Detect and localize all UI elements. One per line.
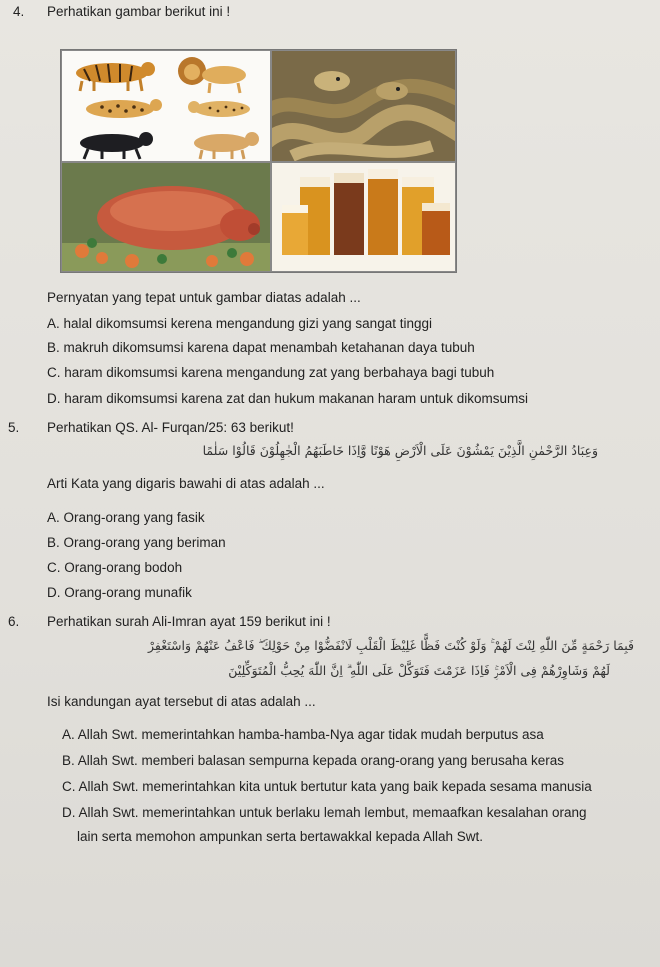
q6-number: 6.: [8, 614, 20, 629]
q6-option-d: D. Allah Swt. memerintahkan untuk berlaku lemah lembut, memaafkan kesalahan orang: [62, 805, 587, 820]
wild-animals-icon: [62, 51, 271, 162]
q5-option-b: B. Orang-orang yang beriman: [47, 535, 226, 550]
q4-option-d: D. haram dikomsumsi karena zat dan hukum makanan haram untuk dikomsumsi: [47, 391, 528, 406]
q6-question: Isi kandungan ayat tersebut di atas adalah ...: [47, 694, 316, 709]
q6-arabic-line-2: لَهُمْ وَشَاوِرْهُمْ فِى الْاَمْرِۚ فَاِذَا عَزَمْتَ فَتَوَكَّلْ عَلَى اللّٰهِ ۗ اِنَّ اللّٰهَ يُحِبُّ الْمُتَوَكِّلِيْنَ: [228, 663, 610, 678]
predator-animals-image: [61, 50, 271, 162]
beer-glasses-image: [271, 162, 456, 272]
q5-option-a: A. Orang-orang yang fasik: [47, 510, 205, 525]
q5-option-d: D. Orang-orang munafik: [47, 585, 192, 600]
q4-prompt: Perhatikan gambar berikut ini !: [47, 4, 231, 19]
q5-question: Arti Kata yang digaris bawahi di atas adalah ...: [47, 476, 325, 491]
q6-option-c: C. Allah Swt. memerintahkan kita untuk bertutur kata yang baik kepada sesama manusia: [62, 779, 592, 794]
q5-number: 5.: [8, 420, 20, 435]
q6-option-b: B. Allah Swt. memberi balasan sempurna kepada orang-orang yang berusaha keras: [62, 753, 565, 768]
q5-arabic-verse: وَعِبَادُ الرَّحْمٰنِ الَّذِيْنَ يَمْشُوْنَ عَلَى الْاَرْضِ هَوْنًا وَّاِذَا خَاطَبَهُمُ الْجٰهِلُوْنَ قَالُوْا سَلٰمًا: [202, 443, 598, 458]
q5-prompt: Perhatikan QS. Al- Furqan/25: 63 berikut!: [47, 420, 294, 435]
q6-arabic-line-1: فَبِمَا رَحْمَةٍ مِّنَ اللّٰهِ لِنْتَ لَهُمْ ۚ وَلَوْ كُنْتَ فَظًّا غَلِيْظَ الْقَلْبِ لَانْفَضُّوْا مِنْ حَوْلِكَ ۖ فَاعْفُ عَنْهُمْ وَاسْتَغْفِرْ: [148, 638, 634, 653]
q5-option-c: C. Orang-orang bodoh: [47, 560, 183, 575]
q4-option-a: A. halal dikomsumsi kerena mengandung gizi yang sangat tinggi: [47, 316, 432, 331]
pig-icon: [62, 163, 271, 272]
roast-pig-image: [61, 162, 271, 272]
q6-prompt: Perhatikan surah Ali-Imran ayat 159 berikut ini !: [47, 614, 331, 629]
snake-icon: [272, 51, 456, 162]
q4-question: Pernyatan yang tepat untuk gambar diatas adalah ...: [47, 290, 361, 305]
snakes-image: [271, 50, 456, 162]
q4-number: 4.: [13, 4, 25, 19]
q4-option-b: B. makruh dikomsumsi karena dapat menambah ketahanan daya tubuh: [47, 340, 475, 355]
q6-option-d-continued: lain serta memohon ampunkan serta bertawakkal kepada Allah Swt.: [77, 829, 483, 844]
q4-option-c: C. haram dikomsumsi karena mengandung zat yang berbahaya bagi tubuh: [47, 365, 495, 380]
beer-icon: [272, 163, 456, 272]
q6-option-a: A. Allah Swt. memerintahkan hamba-hamba-Nya agar tidak mudah berputus asa: [62, 727, 544, 742]
q4-image-grid: [60, 49, 457, 273]
